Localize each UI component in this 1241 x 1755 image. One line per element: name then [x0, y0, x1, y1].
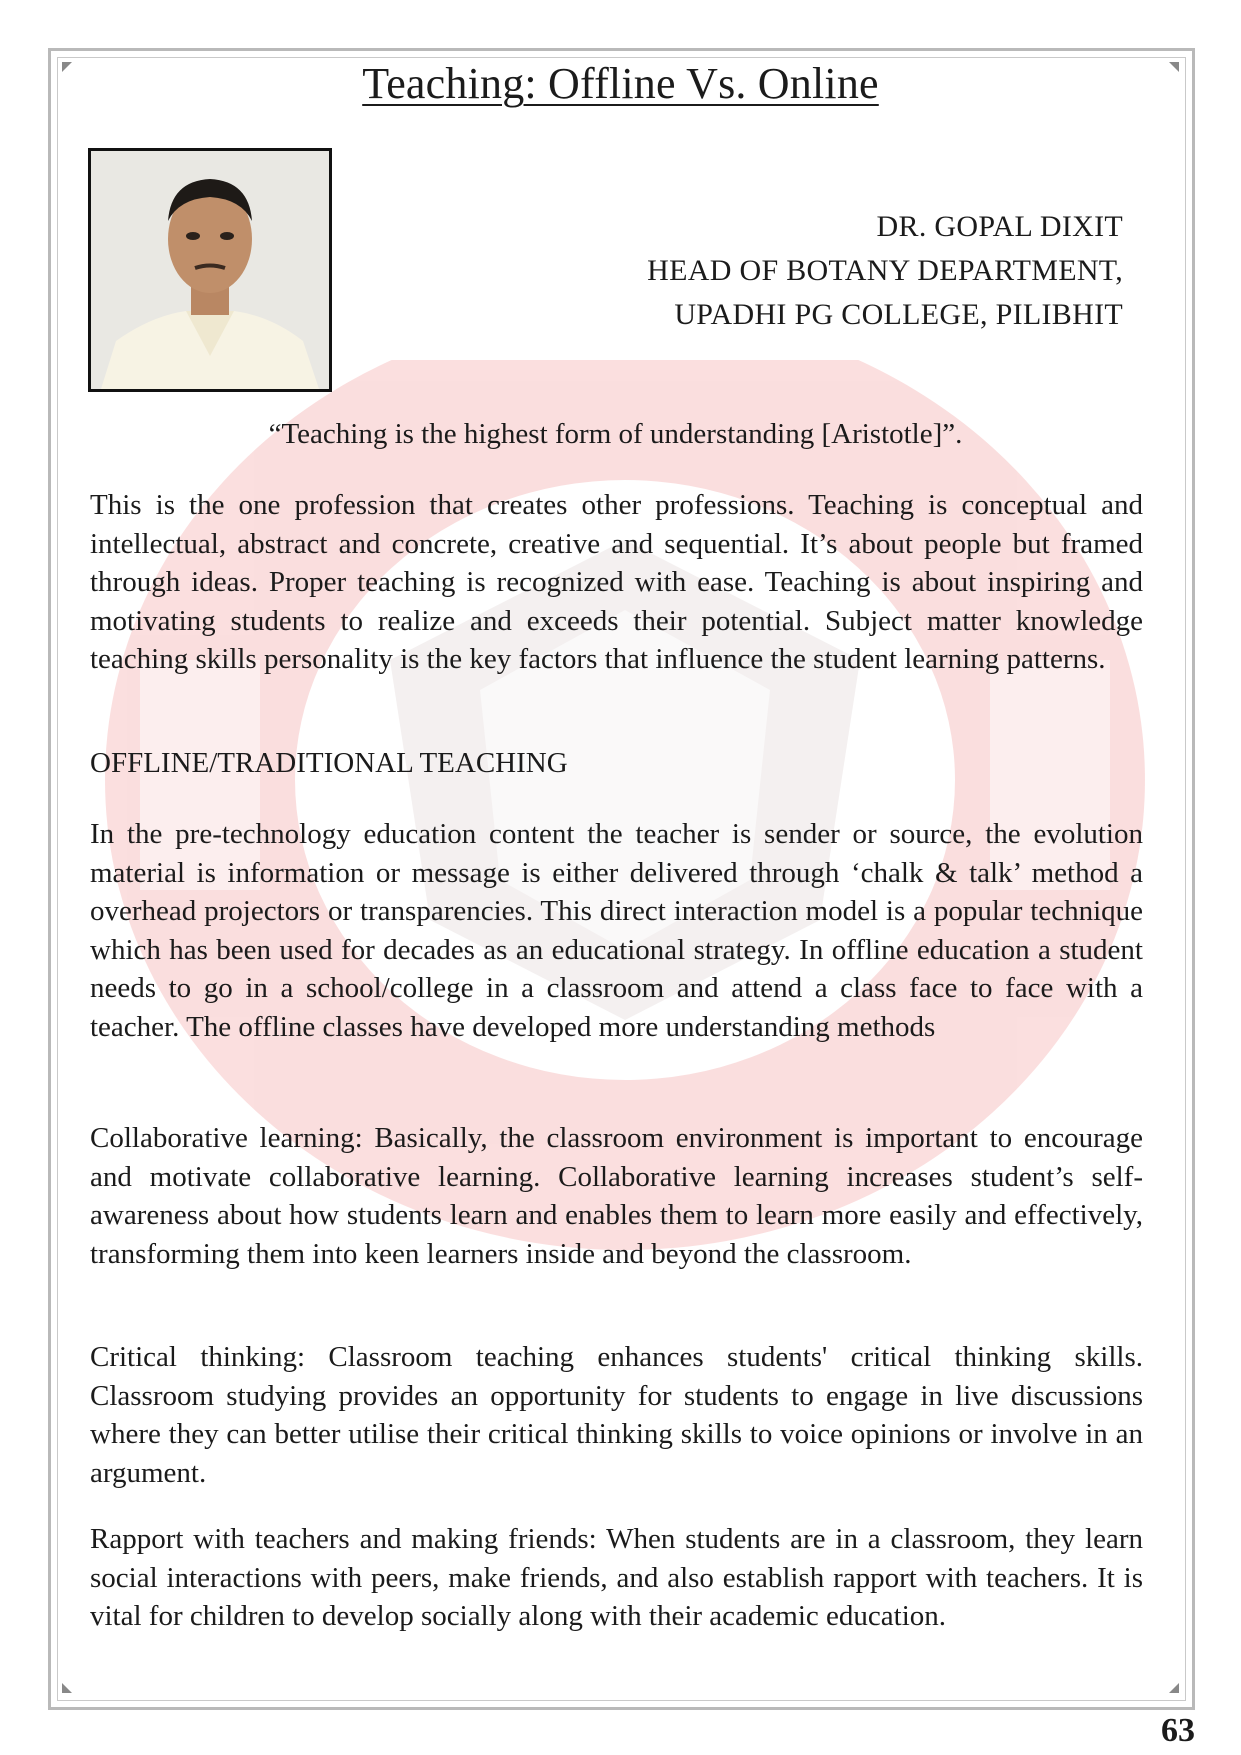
author-portrait-image [91, 151, 329, 389]
section-heading: OFFLINE/TRADITIONAL TEACHING [90, 747, 568, 779]
page-number: 63 [1161, 1712, 1195, 1749]
intro-text: This is the one profession that creates other professions. Teaching is conceptual and intellectual, abstract and concrete, creative and sequential. It’s about people but framed through ideas. Proper teaching is recognized with ease. Teaching is about inspiring and motivating students to realize and exceeds their potential. Subject matter knowledge teaching skills personality is the key factors that influence the student learning patterns. [90, 489, 1143, 675]
collaborative-paragraph [90, 1119, 1143, 1273]
opening-quote: “Teaching is the highest form of understanding [Aristotle]”. [268, 418, 963, 450]
intro-paragraph [90, 486, 1143, 679]
author-name: DR. GOPAL DIXIT [876, 210, 1123, 243]
corner-ornament-bottom-right [1169, 1683, 1179, 1693]
author-byline [473, 205, 1123, 337]
author-position: HEAD OF BOTANY DEPARTMENT, [647, 254, 1123, 287]
critical-thinking-paragraph [90, 1338, 1143, 1492]
critical-thinking-text: Critical thinking: Classroom teaching enhances students' critical thinking skills. Classroom studying provides an opportunity for students to engage in live discussions where they can better utilise their critical thinking skills to voice opinions or involve in an argument. [90, 1341, 1143, 1489]
rapport-paragraph [90, 1520, 1143, 1636]
author-photo [88, 148, 332, 392]
article-title: Teaching: Offline Vs. Online [362, 59, 879, 108]
corner-ornament-bottom-left [62, 1683, 72, 1693]
author-institution: UPADHI PG COLLEGE, PILIBHIT [674, 298, 1123, 331]
offline-text: In the pre-technology education content the teacher is sender or source, the evolution material is information or message is either delivered through ‘chalk & talk’ method a overhead projectors or transparencies. This direct interaction model is a popular technique which has been used for decades as an educational strategy. In offline education a student needs to go in a school/college in a classroom and attend a class face to face with a teacher. The offline classes have developed more understanding methods [90, 818, 1143, 1043]
rapport-text: Rapport with teachers and making friends: When students are in a classroom, they learn social interactions with peers, make friends, and also establish rapport with teachers. It is vital for children to develop socially along with their academic education. [90, 1523, 1143, 1632]
collaborative-text: Collaborative learning: Basically, the classroom environment is important to encourage and motivate collaborative learning. Collaborative learning increases student’s self-awareness about how students learn and enables them to learn more easily and effectively, transforming them into keen learners inside and beyond the classroom. [90, 1122, 1143, 1270]
offline-paragraph [90, 815, 1143, 1046]
